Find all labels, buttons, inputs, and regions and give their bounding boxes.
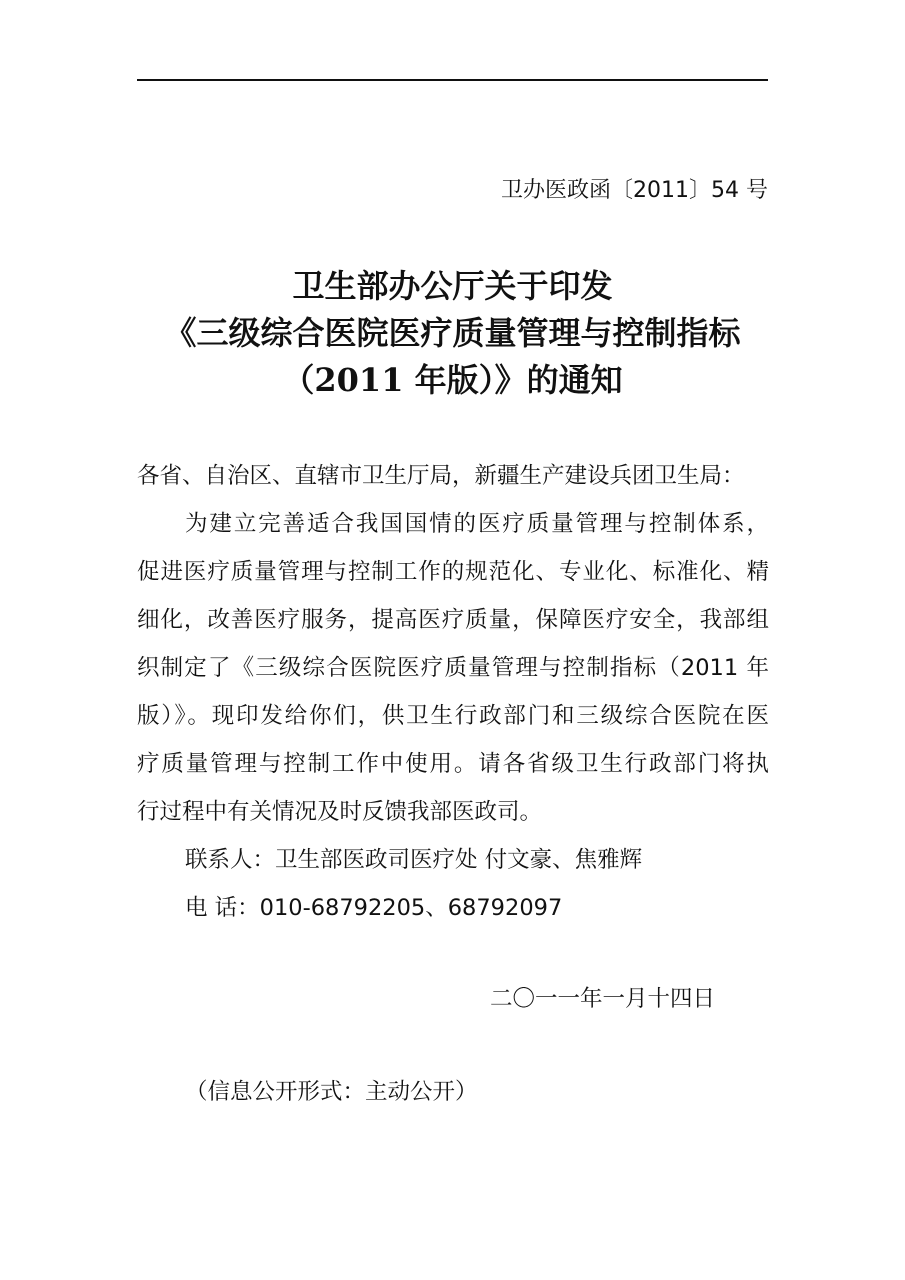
body-line-3: 细化，改善医疗服务，提高医疗质量，保障医疗安全，我部组	[137, 607, 769, 633]
disclosure-note: （信息公开形式：主动公开）	[185, 1079, 478, 1105]
body-line-7: 行过程中有关情况及时反馈我部医政司。	[137, 799, 543, 825]
body-line-2: 促进医疗质量管理与控制工作的规范化、专业化、标准化、精	[137, 559, 769, 585]
body-line-5: 版）》。现印发给你们，供卫生行政部门和三级综合医院在医	[137, 703, 769, 729]
body-line-4: 织制定了《三级综合医院医疗质量管理与控制指标（2011 年	[137, 655, 769, 681]
title-line-2: 《三级综合医院医疗质量管理与控制指标	[164, 314, 741, 352]
body-line-1: 为建立完善适合我国国情的医疗质量管理与控制体系，	[185, 511, 769, 537]
header-rule	[137, 79, 768, 81]
document-number: 卫办医政函〔2011〕54 号	[501, 178, 768, 203]
title-line-3: （2011 年版）》的通知	[282, 361, 623, 399]
salutation: 各省、自治区、直辖市卫生厅局，新疆生产建设兵团卫生局：	[137, 463, 745, 489]
title-line-1: 卫生部办公厅关于印发	[292, 267, 613, 305]
body-line-6: 疗质量管理与控制工作中使用。请各省级卫生行政部门将执	[137, 751, 769, 777]
contact-person: 联系人：卫生部医政司医疗处 付文豪、焦雅辉	[185, 847, 643, 873]
contact-phone: 电 话：010-68792205、68792097	[185, 895, 563, 921]
issue-date: 二〇一一年一月十四日	[490, 986, 716, 1012]
